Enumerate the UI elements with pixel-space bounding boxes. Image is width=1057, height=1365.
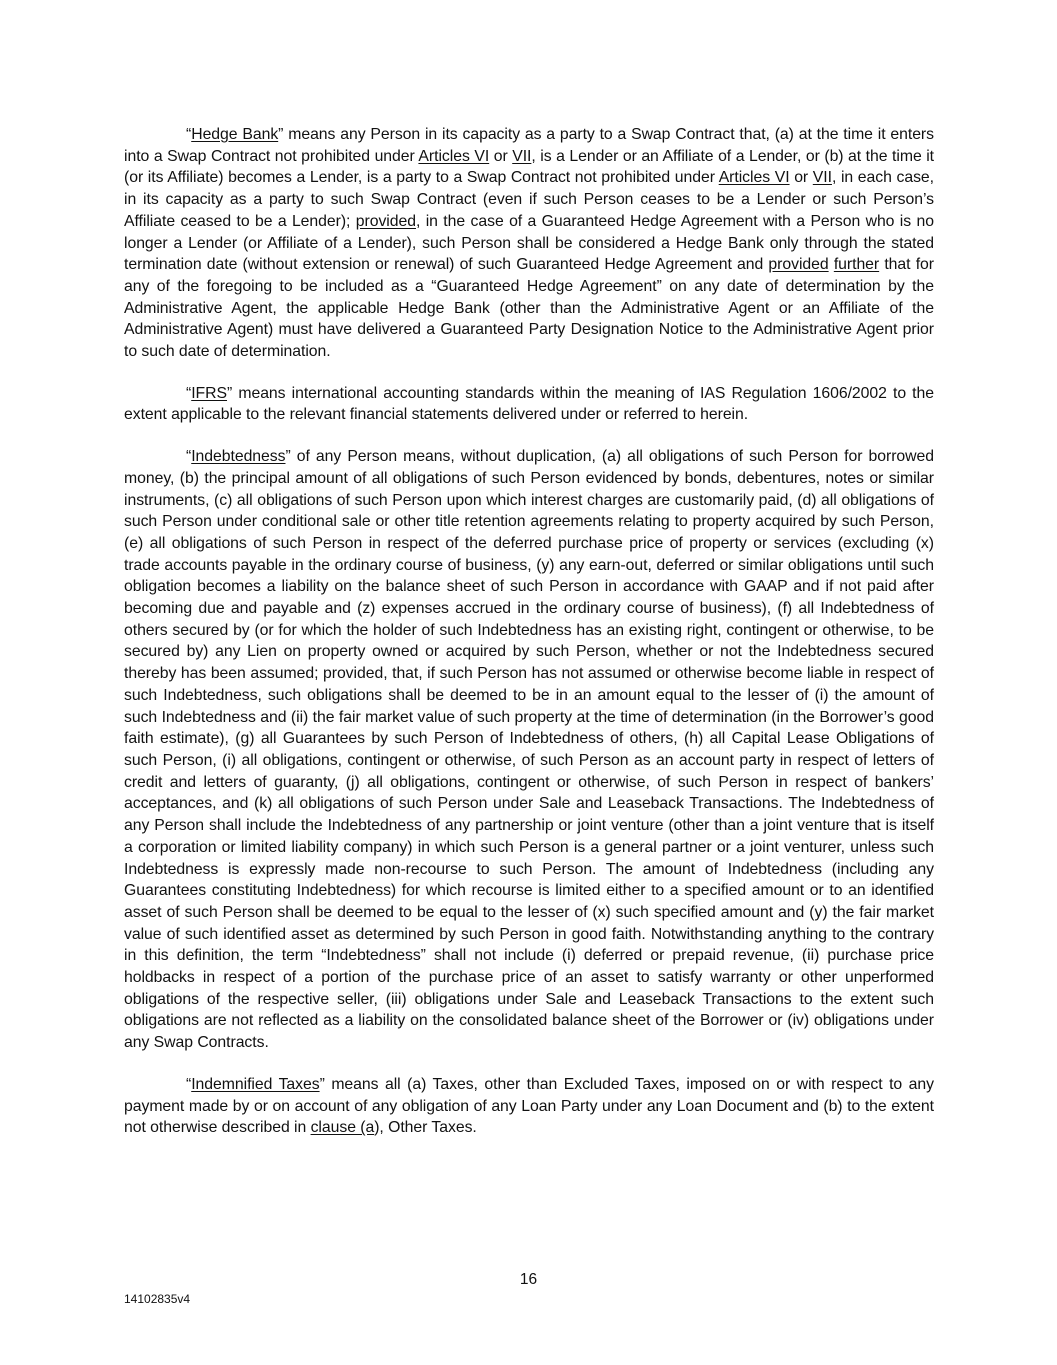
text-run: that for any of the foregoing to be included as a “Guaranteed Hedge Agreement” on any date of determination by the Administrative Agent, the applicable Hedge Bank (other than the Administrative Agent or an Affiliate of the Administrative Agent) must have delivered a Guaranteed Party Designation Notice to the Administrative Agent prior to such date of determination.	[124, 256, 934, 361]
defined-term-indemnified-taxes: Indemnified Taxes	[191, 1075, 320, 1093]
text-run: ” of any Person means, without duplication, (a) all obligations of such Person for borrowed money, (b) the principal amount of all obligations of such Person evidenced by bonds, debentures, notes or similar instruments, (c) all obligations of such Person upon which interest charges are customarily paid, (d) all obligations of such Person under conditional sale or other title retention agreements relating to property acquired by such Person, (e) all obligations of such Person in respect of the deferred purchase price of property or services (excluding (x) trade accounts payable in the ordinary course of business, (y) any earn-out, deferred or similar obligations until such obligation becomes a liability on the balance sheet of such Person in accordance with GAAP and if not paid after becoming due and payable and (z) expenses accrued in the ordinary course of business), (f) all Indebtedness of others secured by (or for which the holder of such Indebtedness has an existing right, contingent or otherwise, to be secured by) any Lien on property owned or acquired by such Person, whether or not the Indebtedness secured thereby has been assumed; provided, that, if such Person has not assumed or otherwise become liable in respect of such Indebtedness, such obligations shall be deemed to be in an amount equal to the lesser of (i) the amount of such Indebtedness and (ii) the fair market value of such property at the time of determination (in the Borrower’s good faith estimate), (g) all Guarantees by such Person of Indebtedness of others, (h) all Capital Lease Obligations of such Person, (i) all obligations, contingent or otherwise, of such Person as an account party in respect of letters of credit and letters of guaranty, (j) all obligations, contingent or otherwise, of such Person in respect of bankers’ acceptances, and (k) all obligations of such Person under Sale and Leaseback Transactions. The Indebtedness of any Person shall include the Indebtedness of any partnership or joint venture (other than a joint venture that is itself a corporation or limited liability company) in which such Person is a general partner or a joint venturer, unless such Indebtedness is expressly made non-recourse to such Person. The amount of Indebtedness (including any Guarantees constituting Indebtedness) for which recourse is limited either to a specified amount or to an identified asset of such Person shall be deemed to be equal to the lesser of (x) such specified amount and (y) the fair market value of such identified asset as determined by such Person in good faith. Notwithstanding anything to the contrary in this definition, the term “Indebtedness” shall not include (i) deferred or prepaid revenue, (ii) purchase price holdbacks in respect of a portion of the purchase price of an asset to satisfy warranty or other unperformed obligations of the respective seller, (iii) obligations under Sale and Leaseback Transactions to the extent such obligations are not reflected as a liability on the consolidated balance sheet of the Borrower or (iv) obligations under any Swap Contracts.	[124, 448, 934, 1052]
definition-ifrs	[124, 383, 934, 426]
defined-term-indebtedness: Indebtedness	[191, 448, 286, 466]
document-body	[124, 124, 934, 1159]
text-run: ” means all (a) Taxes, other than Excluded Taxes, imposed on or with respect to any payment made by or on account of any obligation of any Loan Party under any Loan Document and (b) to the extent not otherwise described in	[124, 1075, 934, 1137]
definition-indebtedness	[124, 446, 934, 1054]
underlined-provided: provided	[355, 212, 416, 230]
definition-indemnified-taxes	[124, 1074, 934, 1139]
underlined-provided: provided	[768, 256, 829, 274]
cross-reference-clause-a: clause (a	[310, 1119, 375, 1137]
text-run: “	[186, 384, 192, 402]
cross-reference-vii: VII	[512, 147, 532, 165]
defined-term-ifrs: IFRS	[191, 384, 228, 402]
text-run: ” means any Person in its capacity as a party to a Swap Contract that, (a) at the time it enters into a Swap Contract not prohibited under	[124, 126, 934, 165]
cross-reference-vii: VII	[812, 169, 832, 187]
text-run: or	[489, 147, 513, 165]
text-run: “	[186, 1075, 192, 1093]
page-number: 16	[519, 1271, 538, 1288]
cross-reference-articles-vi: Articles VI	[718, 169, 790, 187]
text-run: , in the case of a Guaranteed Hedge Agreement with a Person who is no longer a Lender (or Affiliate of a Lender), such Person shall be considered a Hedge Bank only through the stated termination date (without extension or renewal) of such Guaranteed Hedge Agreement and	[124, 212, 934, 274]
text-run: , in each case, in its capacity as a party to such Swap Contract (even if such Person ceases to be a Lender or such Person’s Affiliate ceased to be a Lender);	[124, 169, 934, 230]
cross-reference-articles-vi: Articles VI	[418, 147, 490, 165]
text-run: “	[186, 448, 192, 466]
document-id: 14102835v4	[124, 1292, 191, 1306]
text-run: ), Other Taxes.	[374, 1119, 477, 1137]
underlined-further: further	[833, 256, 880, 274]
text-run: ” means international accounting standards within the meaning of IAS Regulation 1606/2002 to the extent applicable to the relevant financial statements delivered under or referred to herein.	[124, 384, 934, 424]
text-run: or	[789, 169, 813, 187]
text-run: “	[186, 126, 192, 143]
text-run: , is a Lender or an Affiliate of a Lender, or (b) at the time it (or its Affiliate) becomes a Lender, is a party to a Swap Contract not prohibited under	[124, 147, 935, 187]
defined-term-hedge-bank: Hedge Bank	[191, 126, 279, 143]
definition-hedge-bank	[124, 124, 934, 363]
